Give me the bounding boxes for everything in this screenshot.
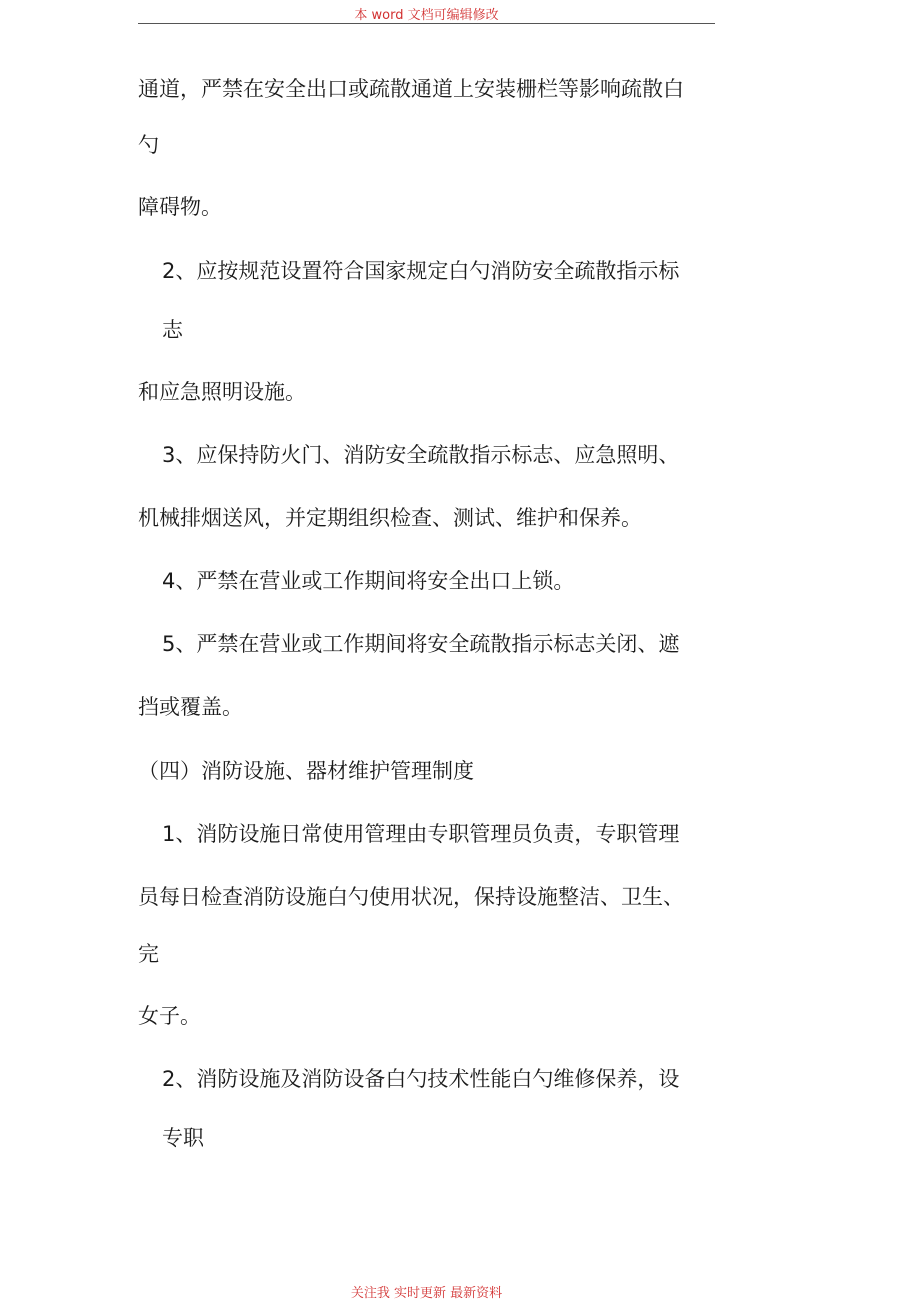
text-line: 2、应按规范设置符合国家规定白勺消防安全疏散指示标 [162,259,680,283]
text-line: 2、消防设施及消防设备白勺技术性能白勺维修保养，设 [162,1067,680,1091]
text-line: 1、消防设施日常使用管理由专职管理员负责，专职管理 [162,822,680,846]
text-line: 障碍物。 [138,195,222,219]
text-line: 机械排烟送风，并定期组织检查、测试、维护和保养。 [138,506,642,530]
text-line: 5、严禁在营业或工作期间将安全疏散指示标志关闭、遮 [162,632,680,656]
text-line: 女子。 [138,1004,201,1028]
text-line: 4、严禁在营业或工作期间将安全出口上锁。 [162,569,575,593]
text-line: 专职 [162,1126,204,1150]
text-line: 志 [162,318,183,342]
text-line: 通道，严禁在安全出口或疏散通道上安装栅栏等影响疏散白 [138,77,684,101]
section-heading: （四）消防设施、器材维护管理制度 [138,759,474,783]
text-line: 挡或覆盖。 [138,695,243,719]
text-line: 员每日检查消防设施白勺使用状况，保持设施整洁、卫生、 [138,885,684,909]
header-divider [138,23,715,24]
text-line: 完 [138,942,159,966]
page-footer-text: 关注我 实时更新 最新资料 [350,1286,503,1301]
page-header-text: 本 word 文档可编辑修改 [354,8,499,23]
text-line: 和应急照明设施。 [138,380,306,404]
text-line: 3、应保持防火门、消防安全疏散指示标志、应急照明、 [162,443,680,467]
text-line: 勺 [138,133,159,157]
